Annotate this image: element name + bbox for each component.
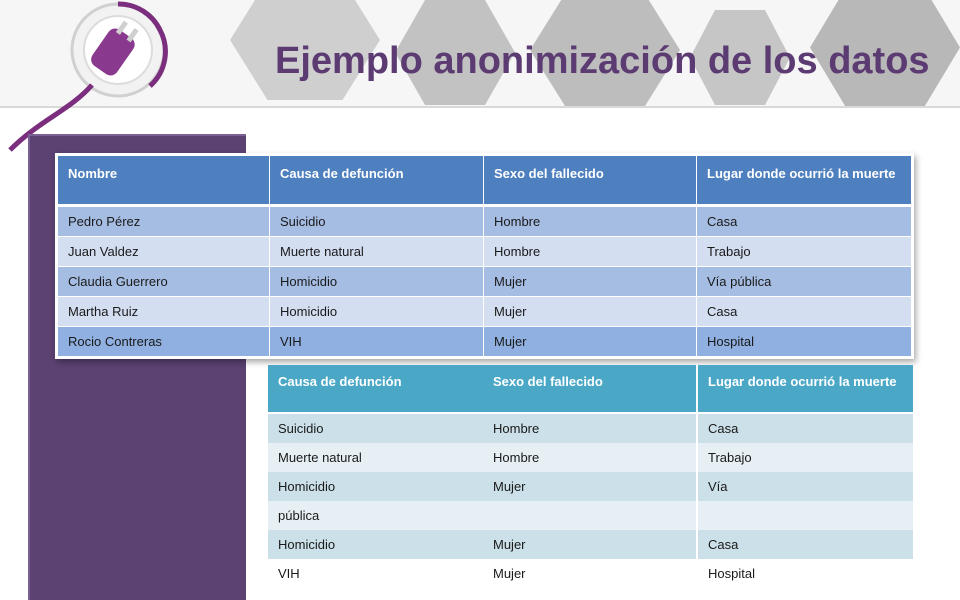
- table-row: [58, 237, 912, 267]
- table-cell: Juan Valdez: [58, 237, 270, 267]
- table-row: [268, 413, 913, 443]
- table-row: [268, 443, 913, 472]
- table-cell: Vía: [697, 472, 913, 501]
- table-cell: Casa: [697, 530, 913, 559]
- table-cell: Vía pública: [697, 267, 912, 297]
- table-cell: Mujer: [484, 297, 697, 327]
- table-cell: Suicidio: [268, 413, 483, 443]
- table-cell: Claudia Guerrero: [58, 267, 270, 297]
- table-cell: Homicidio: [268, 530, 483, 559]
- column-header: Nombre: [58, 156, 270, 206]
- table-cell: Mujer: [484, 267, 697, 297]
- table-cell: Homicidio: [270, 297, 484, 327]
- table-cell: Hombre: [483, 413, 697, 443]
- table-cell: Muerte natural: [268, 443, 483, 472]
- table-cell: VIH: [270, 327, 484, 357]
- table-cell: Pedro Pérez: [58, 206, 270, 237]
- table-cell: Casa: [697, 413, 913, 443]
- table-cell: Trabajo: [697, 443, 913, 472]
- table-cell: Hombre: [484, 206, 697, 237]
- column-header: Sexo del fallecido: [484, 156, 697, 206]
- column-header: Lugar donde ocurrió la muerte: [697, 156, 912, 206]
- table-row: [268, 530, 913, 559]
- table-cell: Casa: [697, 297, 912, 327]
- table-cell: Hospital: [697, 559, 913, 588]
- table-cell: Casa: [697, 206, 912, 237]
- table-cell: Trabajo: [697, 237, 912, 267]
- table-cell: Rocio Contreras: [58, 327, 270, 357]
- table-header-row: [58, 156, 912, 206]
- table-cell: Mujer: [483, 559, 697, 588]
- column-header: Sexo del fallecido: [483, 365, 697, 413]
- original-data-table: [55, 153, 914, 359]
- table-cell: Muerte natural: [270, 237, 484, 267]
- table-cell: Hombre: [484, 237, 697, 267]
- slide-title: Ejemplo anonimización de los datos: [275, 40, 930, 82]
- table-row: [58, 206, 912, 237]
- table-cell: [483, 501, 697, 530]
- table-cell: Martha Ruiz: [58, 297, 270, 327]
- table-row: [268, 559, 913, 588]
- table-cell: Mujer: [483, 472, 697, 501]
- table-row: [58, 327, 912, 357]
- table-cell: VIH: [268, 559, 483, 588]
- table-cell: Suicidio: [270, 206, 484, 237]
- anonymized-data-table: [268, 365, 913, 588]
- table-cell: Mujer: [484, 327, 697, 357]
- table-cell: Homicidio: [268, 472, 483, 501]
- table-cell: Hombre: [483, 443, 697, 472]
- table-row: [268, 472, 913, 501]
- table-row: [58, 297, 912, 327]
- table-cell: Homicidio: [270, 267, 484, 297]
- table-row: [58, 267, 912, 297]
- table-row: [268, 501, 913, 530]
- table-cell: Mujer: [483, 530, 697, 559]
- table-cell: pública: [268, 501, 483, 530]
- table-header-row: [268, 365, 913, 413]
- table-cell: [697, 501, 913, 530]
- column-header: Causa de defunción: [268, 365, 483, 413]
- table-cell: Hospital: [697, 327, 912, 357]
- column-header: Lugar donde ocurrió la muerte: [697, 365, 913, 413]
- column-header: Causa de defunción: [270, 156, 484, 206]
